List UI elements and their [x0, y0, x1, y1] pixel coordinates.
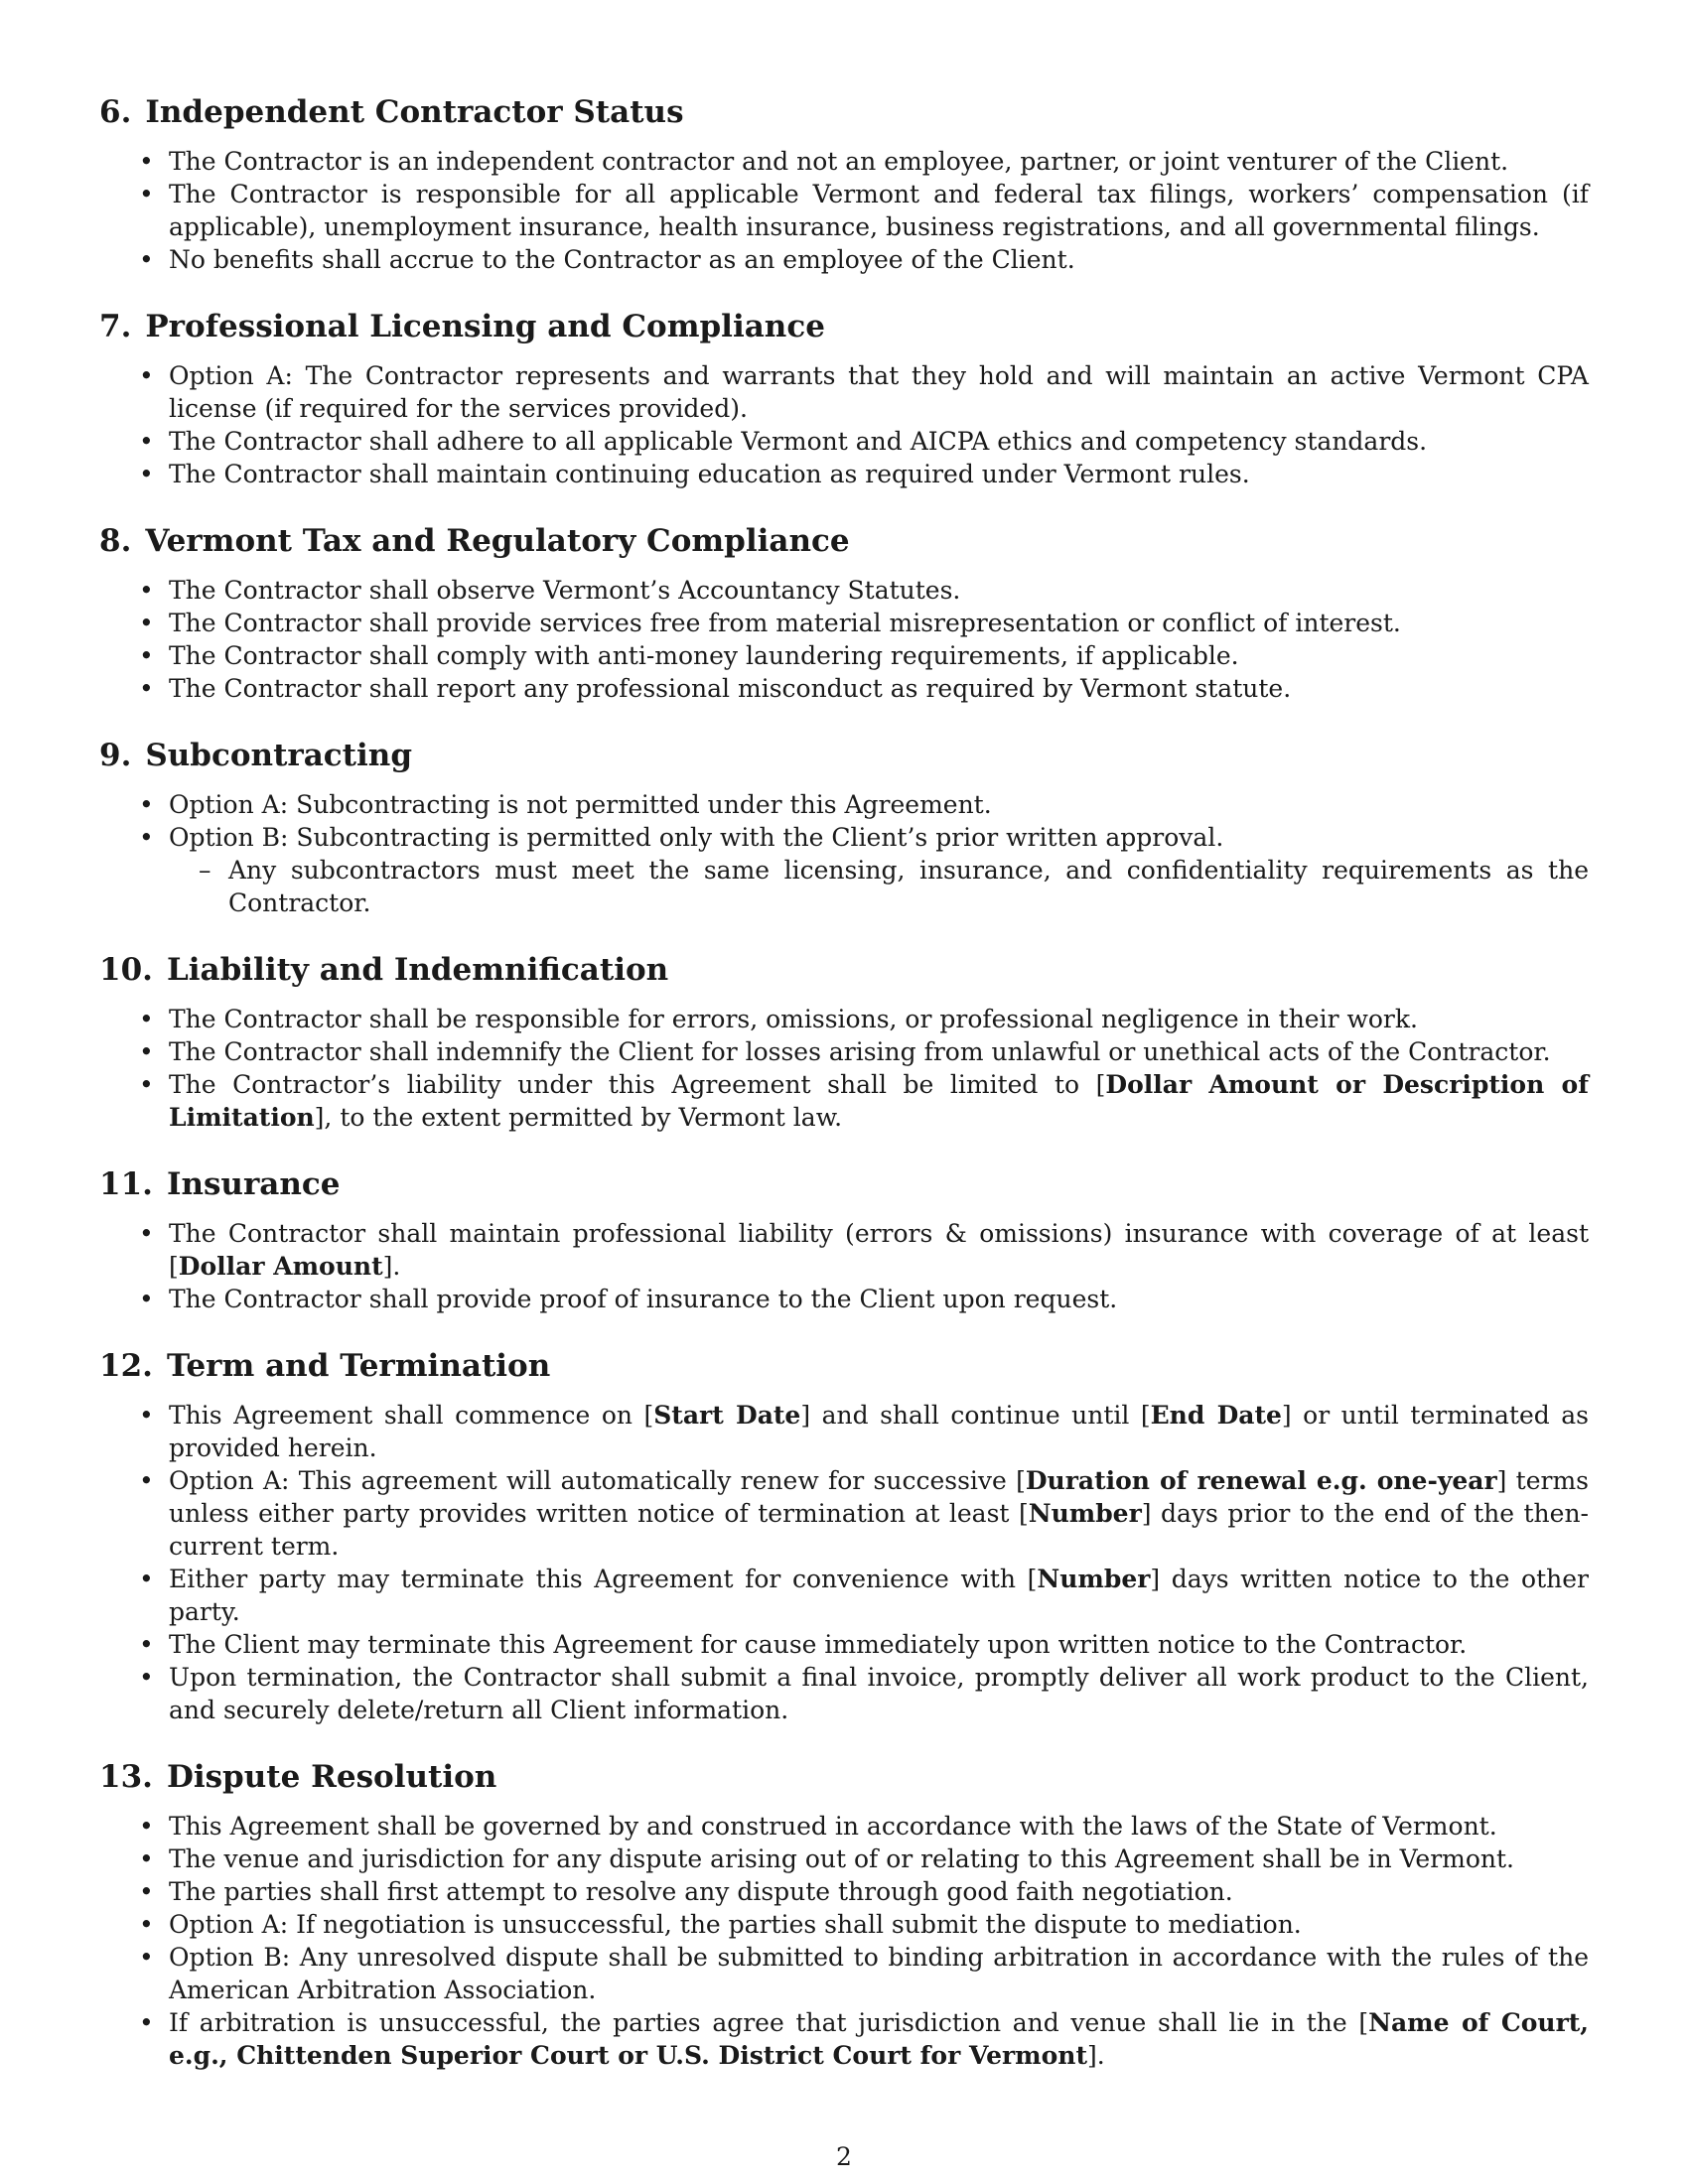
sub-list: [169, 854, 1589, 919]
section-number: 12.: [99, 1348, 153, 1384]
section-liability-indemnification: [99, 949, 1589, 1134]
list-item: • The Client may terminate this Agreement for cause immediately upon written notice to the Contractor.: [169, 1628, 1589, 1661]
item-text: ].: [1087, 2041, 1105, 2070]
section-heading: [99, 91, 1589, 133]
document-page: [99, 91, 1589, 2102]
item-text: This Agreement shall commence on [: [169, 1401, 654, 1430]
list-item: • The venue and jurisdiction for any dispute arising out of or relating to this Agreement shall be in Vermont.: [169, 1843, 1589, 1875]
list-item: • Option B: Any unresolved dispute shall be submitted to binding arbitration in accordance with the rules of the American Arbitration Association.: [169, 1941, 1589, 2006]
bullet-list: [99, 359, 1589, 490]
item-text: Either party may terminate this Agreement for convenience with [: [169, 1565, 1038, 1593]
list-item: • Option A: Subcontracting is not permitted under this Agreement.: [169, 788, 1589, 821]
section-number: 9.: [99, 738, 132, 773]
list-item: [169, 1068, 1589, 1134]
item-text: The Contractor’s liability under this Agreement shall be limited to [: [169, 1070, 1106, 1099]
section-number: 8.: [99, 523, 132, 559]
section-heading: [99, 949, 1589, 991]
item-text: If arbitration is unsuccessful, the parties agree that jurisdiction and venue shall lie in the [: [169, 2008, 1369, 2037]
placeholder-field: End Date: [1150, 1401, 1282, 1430]
item-text: ] and shall continue until [: [800, 1401, 1151, 1430]
bullet-list: [99, 574, 1589, 705]
section-title: Professional Licensing and Compliance: [145, 309, 825, 344]
section-title: Vermont Tax and Regulatory Compliance: [145, 523, 850, 559]
item-text: ] terms unless either party provides written notice of termination at least [: [169, 1466, 1589, 1528]
item-text: ] or until terminated as provided herein.: [169, 1401, 1589, 1462]
list-item: • The Contractor shall maintain continuing education as required under Vermont rules.: [169, 458, 1589, 490]
list-item: • The parties shall first attempt to resolve any dispute through good faith negotiation.: [169, 1875, 1589, 1908]
list-item: • The Contractor shall observe Vermont’s Accountancy Statutes.: [169, 574, 1589, 607]
bullet-list: [99, 1399, 1589, 1726]
list-item: [169, 1563, 1589, 1628]
list-item: • The Contractor shall provide services free from material misrepresentation or conflict of interest.: [169, 607, 1589, 639]
list-item: • The Contractor is responsible for all applicable Vermont and federal tax filings, workers’ compensation (if applicable), unemployment insurance, health insurance, business registrations, and all governmental filings.: [169, 178, 1589, 243]
placeholder-field: Duration of renewal e.g. one-year: [1025, 1466, 1497, 1495]
section-title: Insurance: [166, 1166, 341, 1202]
bullet-list: [99, 1810, 1589, 2072]
item-text: ] days written notice to the other party.: [169, 1565, 1589, 1626]
section-insurance: [99, 1163, 1589, 1315]
page-number: 2: [836, 2142, 852, 2171]
section-title: Independent Contractor Status: [145, 94, 684, 130]
section-number: 13.: [99, 1759, 153, 1795]
list-item: • The Contractor is an independent contractor and not an employee, partner, or joint venturer of the Client.: [169, 145, 1589, 178]
placeholder-field: Name of Court, e.g., Chittenden Superior Court or U.S. District Court for Vermont: [169, 2008, 1589, 2070]
section-vermont-tax-compliance: [99, 520, 1589, 705]
list-item: • No benefits shall accrue to the Contractor as an employee of the Client.: [169, 243, 1589, 276]
section-title: Term and Termination: [166, 1348, 551, 1384]
list-item: • The Contractor shall indemnify the Client for losses arising from unlawful or unethical acts of the Contractor.: [169, 1035, 1589, 1068]
item-text: Option A: This agreement will automatically renew for successive [: [169, 1466, 1026, 1495]
section-number: 7.: [99, 309, 132, 344]
list-item: • Option A: If negotiation is unsuccessful, the parties shall submit the dispute to mediation.: [169, 1908, 1589, 1941]
list-item: • The Contractor shall provide proof of insurance to the Client upon request.: [169, 1283, 1589, 1315]
list-item: [169, 1464, 1589, 1563]
section-heading: [99, 735, 1589, 776]
list-item-text: Option B: Subcontracting is permitted only with the Client’s prior written approval.: [169, 823, 1224, 852]
sub-list-item: – Any subcontractors must meet the same licensing, insurance, and confidentiality requirements as the Contractor.: [228, 854, 1589, 919]
section-title: Liability and Indemnification: [166, 952, 669, 988]
section-dispute-resolution: [99, 1756, 1589, 2072]
list-item: • Option A: The Contractor represents and warrants that they hold and will maintain an active Vermont CPA license (if required for the services provided).: [169, 359, 1589, 425]
list-item: [169, 1399, 1589, 1464]
section-heading: [99, 306, 1589, 347]
list-item: • This Agreement shall be governed by and construed in accordance with the laws of the State of Vermont.: [169, 1810, 1589, 1843]
section-independent-contractor-status: [99, 91, 1589, 276]
item-text: ], to the extent permitted by Vermont law.: [314, 1103, 843, 1132]
list-item: [169, 1217, 1589, 1283]
item-text: ] days prior to the end of the then-current term.: [169, 1499, 1589, 1561]
section-heading: [99, 1345, 1589, 1387]
section-heading: [99, 520, 1589, 562]
placeholder-field: Number: [1037, 1565, 1151, 1593]
placeholder-field: Number: [1028, 1499, 1142, 1528]
bullet-list: [99, 1217, 1589, 1315]
list-item: • Upon termination, the Contractor shall submit a final invoice, promptly deliver all work product to the Client, and securely delete/return all Client information.: [169, 1661, 1589, 1726]
section-title: Dispute Resolution: [166, 1759, 497, 1795]
section-heading: [99, 1756, 1589, 1798]
list-item: [169, 2006, 1589, 2072]
item-text: ].: [382, 1252, 401, 1281]
list-item: • The Contractor shall be responsible for errors, omissions, or professional negligence in their work.: [169, 1003, 1589, 1035]
section-title: Subcontracting: [145, 738, 412, 773]
item-text: The Contractor shall maintain professional liability (errors & omissions) insurance with coverage of at least [: [169, 1219, 1589, 1281]
section-number: 10.: [99, 952, 153, 988]
section-professional-licensing: [99, 306, 1589, 490]
section-number: 11.: [99, 1166, 153, 1202]
section-number: 6.: [99, 94, 132, 130]
section-heading: [99, 1163, 1589, 1205]
list-item: • The Contractor shall report any professional misconduct as required by Vermont statute.: [169, 672, 1589, 705]
placeholder-field: Dollar Amount or Description of Limitation: [169, 1070, 1589, 1132]
placeholder-field: Start Date: [653, 1401, 801, 1430]
bullet-list: [99, 145, 1589, 276]
list-item: [169, 821, 1589, 919]
list-item: • The Contractor shall comply with anti-money laundering requirements, if applicable.: [169, 639, 1589, 672]
placeholder-field: Dollar Amount: [178, 1252, 383, 1281]
bullet-list: [99, 788, 1589, 919]
section-term-termination: [99, 1345, 1589, 1726]
list-item: • The Contractor shall adhere to all applicable Vermont and AICPA ethics and competency standards.: [169, 425, 1589, 458]
bullet-list: [99, 1003, 1589, 1134]
section-subcontracting: [99, 735, 1589, 919]
